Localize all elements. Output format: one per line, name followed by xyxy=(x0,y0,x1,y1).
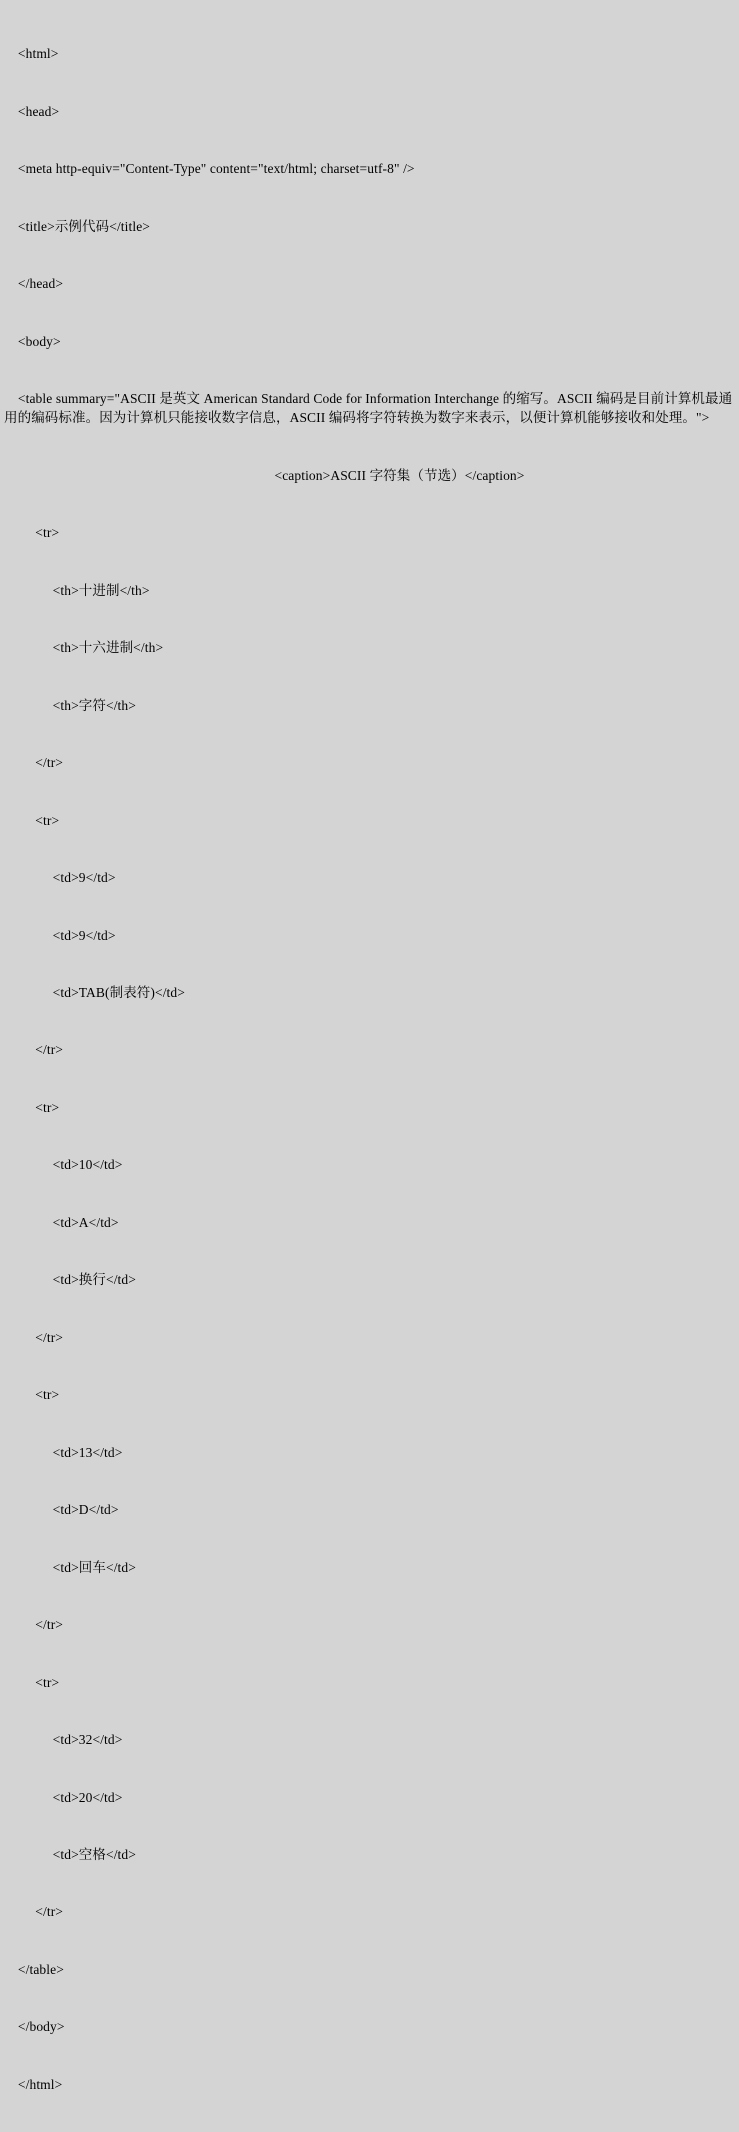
code-line xyxy=(4,1270,735,1289)
code-line-text: <td>A</td> xyxy=(4,1214,119,1230)
code-line-text: <th>十进制</th> xyxy=(4,582,150,598)
code-line xyxy=(4,1845,735,1864)
code-line xyxy=(4,1902,735,1921)
code-line-text: <html> xyxy=(4,46,59,62)
code-line-text: <td>32</td> xyxy=(4,1732,123,1748)
code-line xyxy=(4,1443,735,1462)
code-line xyxy=(4,1788,735,1807)
code-line xyxy=(4,102,735,121)
code-line xyxy=(4,159,735,178)
code-line-text: <th>十六进制</th> xyxy=(4,640,164,656)
code-line-text: <td>9</td> xyxy=(4,927,116,943)
code-line-text: <td>TAB(制表符)</td> xyxy=(4,984,185,1000)
code-line xyxy=(4,2017,735,2036)
code-line xyxy=(4,2075,735,2094)
code-line xyxy=(4,926,735,945)
code-line-text: <td>回车</td> xyxy=(4,1559,136,1575)
code-line-text: <td>换行</td> xyxy=(4,1272,136,1288)
code-line-text: <td>D</td> xyxy=(4,1502,119,1518)
code-line xyxy=(4,638,735,657)
code-line-text: <tr> xyxy=(4,1099,60,1115)
code-line-text: </head> xyxy=(4,276,64,292)
code-line xyxy=(4,753,735,772)
table-open-tag-line xyxy=(4,389,735,427)
code-line xyxy=(4,868,735,887)
code-line xyxy=(4,1615,735,1634)
code-line xyxy=(4,1960,735,1979)
code-line-text: </tr> xyxy=(4,1617,64,1633)
code-line xyxy=(4,581,735,600)
code-line xyxy=(4,1098,735,1117)
caption-tag-line xyxy=(4,466,735,485)
html-source-listing xyxy=(4,6,735,2132)
code-line xyxy=(4,1213,735,1232)
code-line-text: <tr> xyxy=(4,525,60,541)
code-line xyxy=(4,523,735,542)
code-line-text: <td>13</td> xyxy=(4,1444,123,1460)
code-line xyxy=(4,1328,735,1347)
code-line xyxy=(4,44,735,63)
code-line xyxy=(4,696,735,715)
code-line-text: <meta http-equiv="Content-Type" content="text/html; charset=utf-8" /> xyxy=(4,161,415,177)
code-line-text: </body> xyxy=(4,2019,65,2035)
code-line-text: <body> xyxy=(4,333,61,349)
table-open-tag-text: <table summary="ASCII 是英文 American Standard Code for Information Interchange 的缩写。ASCII 编码是目前计算机最通用的编码标准。因为计算机只能接收数字信息，ASCII 编码将字符转换为数字来表示，以便计算机能够接收和处理。"> xyxy=(4,391,733,426)
code-line-text: <td>10</td> xyxy=(4,1157,123,1173)
code-line-text: </tr> xyxy=(4,1329,64,1345)
code-line xyxy=(4,1730,735,1749)
code-line-text: </html> xyxy=(4,2076,63,2092)
code-line-text: <tr> xyxy=(4,812,60,828)
code-line xyxy=(4,1500,735,1519)
caption-tag-text: <caption>ASCII 字符集（节选）</caption> xyxy=(274,467,525,483)
code-line xyxy=(4,1155,735,1174)
code-line-text: <td>20</td> xyxy=(4,1789,123,1805)
code-line xyxy=(4,332,735,351)
code-line-text: <tr> xyxy=(4,1387,60,1403)
code-line xyxy=(4,1385,735,1404)
code-line-text: </table> xyxy=(4,1961,64,1977)
code-line xyxy=(4,983,735,1002)
code-line-text: <tr> xyxy=(4,1674,60,1690)
code-line xyxy=(4,217,735,236)
code-line xyxy=(4,811,735,830)
code-line-text: </tr> xyxy=(4,755,64,771)
code-line xyxy=(4,1558,735,1577)
code-line xyxy=(4,1040,735,1059)
code-line-text: <title>示例代码</title> xyxy=(4,218,151,234)
code-line xyxy=(4,1673,735,1692)
code-line-text: </tr> xyxy=(4,1042,64,1058)
code-line-text: </tr> xyxy=(4,1904,64,1920)
code-line xyxy=(4,274,735,293)
code-line-text: <th>字符</th> xyxy=(4,697,136,713)
code-line-text: <td>空格</td> xyxy=(4,1847,136,1862)
code-line-text: <head> xyxy=(4,103,60,119)
code-line-text: <td>9</td> xyxy=(4,870,116,886)
